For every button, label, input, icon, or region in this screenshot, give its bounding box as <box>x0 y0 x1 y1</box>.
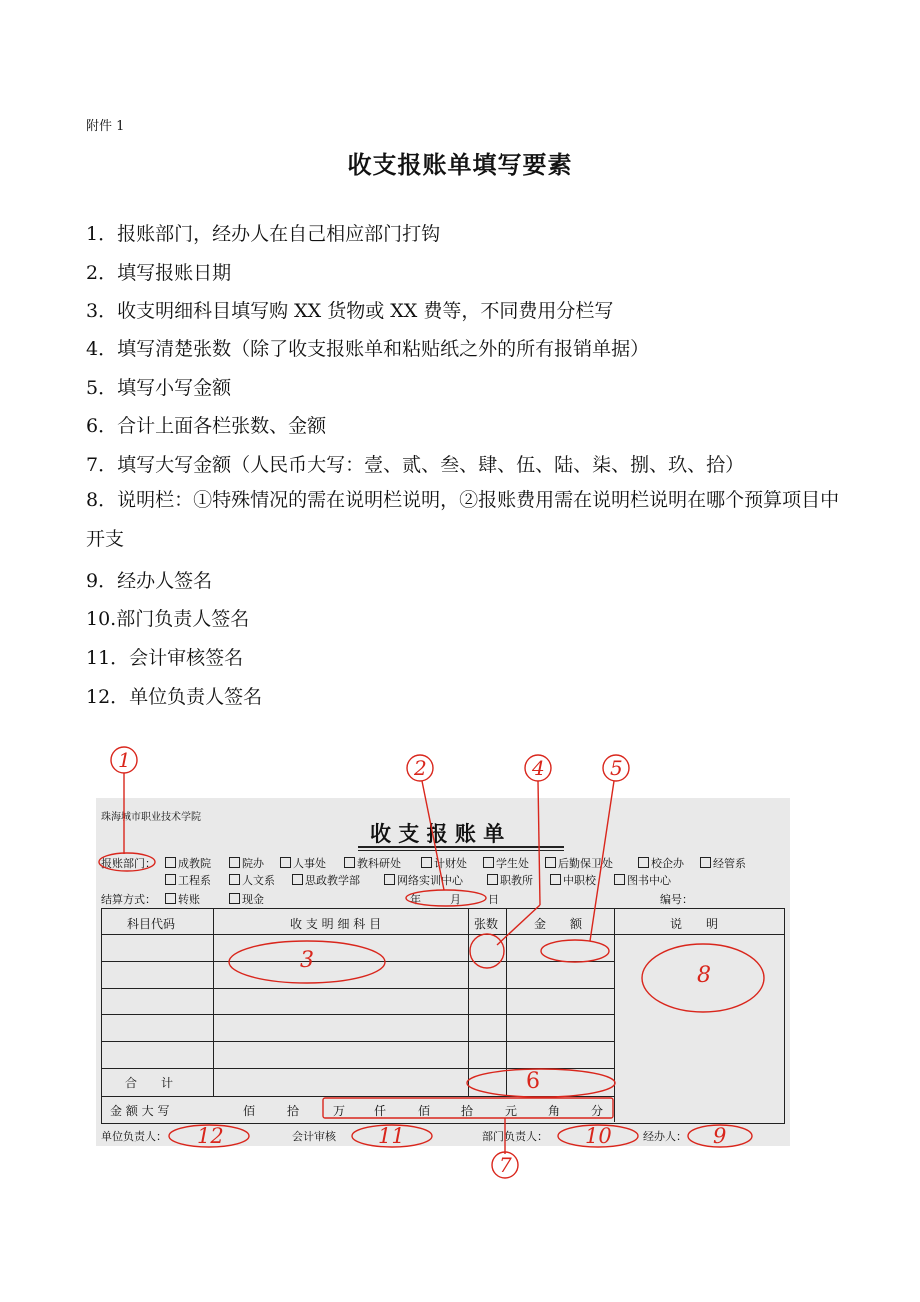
unit-fen: 分 <box>591 1104 604 1118</box>
annotation-10: 10 <box>585 1124 612 1148</box>
dept-label: 报账部门： <box>101 857 156 870</box>
unit-yuan: 元 <box>505 1104 518 1118</box>
dept-checkbox[interactable]: 中职校 <box>550 872 596 888</box>
col-header-code: 科目代码 <box>127 917 176 931</box>
dept-checkbox[interactable]: 人文系 <box>229 872 275 888</box>
dept-checkbox[interactable]: 网络实训中心 <box>384 872 463 888</box>
attachment-label: 附件 1 <box>86 119 125 134</box>
annotation-12: 12 <box>197 1124 224 1148</box>
list-item: 5．填写小写金额 <box>86 377 232 399</box>
unit-ten: 拾 <box>287 1104 300 1118</box>
annotation-8: 8 <box>697 963 711 988</box>
dept-checkbox[interactable]: 后勤保卫处 <box>545 855 613 871</box>
school-name: 珠海城市职业技术学院 <box>101 812 201 823</box>
form-title: 收 支 报 账 单 <box>370 821 505 846</box>
settle-checkbox[interactable]: 现金 <box>229 891 264 907</box>
annotation-9: 9 <box>713 1124 727 1148</box>
dept-checkbox[interactable]: 思政教学部 <box>292 872 360 888</box>
dept-checkbox[interactable]: 学生处 <box>483 855 529 871</box>
signer-handler: 经办人： <box>643 1130 687 1143</box>
list-item: 1．报账部门，经办人在自己相应部门打钩 <box>86 223 441 245</box>
dept-checkbox[interactable]: 校企办 <box>638 855 684 871</box>
annotation-2: 2 <box>414 756 427 780</box>
annotation-1: 1 <box>118 748 131 772</box>
col-header-count: 张数 <box>474 917 499 931</box>
list-item: 11．会计审核签名 <box>86 647 244 669</box>
list-item: 7．填写大写金额（人民币大写：壹、贰、叁、肆、伍、陆、柒、捌、玖、拾） <box>86 454 745 476</box>
list-item: 8．说明栏：①特殊情况的需在说明栏说明，②报账费用需在说明栏说明在哪个预算项目中开支 <box>86 489 840 550</box>
dept-checkbox[interactable]: 人事处 <box>280 855 326 871</box>
list-item: 10.部门负责人签名 <box>86 608 250 630</box>
annotation-5: 5 <box>610 756 623 780</box>
col-header-amount: 金 额 <box>534 917 583 931</box>
list-item: 6．合计上面各栏张数、金额 <box>86 415 327 437</box>
dept-checkbox[interactable]: 教科研处 <box>344 855 401 871</box>
list-item: 4．填写清楚张数（除了收支报账单和粘贴纸之外的所有报销单据） <box>86 338 650 360</box>
dept-checkbox[interactable]: 工程系 <box>165 872 211 888</box>
signer-dept-head: 部门负责人： <box>482 1130 548 1143</box>
unit-jiao: 角 <box>548 1104 561 1118</box>
unit-qian: 仟 <box>374 1104 387 1118</box>
dept-checkbox[interactable]: 院办 <box>229 855 264 871</box>
settle-checkbox[interactable]: 转账 <box>165 891 200 907</box>
form-table <box>101 908 785 1124</box>
settle-label: 结算方式： <box>101 893 156 906</box>
unit-bai: 佰 <box>418 1104 431 1118</box>
annotation-6: 6 <box>526 1069 540 1094</box>
dept-checkbox[interactable]: 成教院 <box>165 855 211 871</box>
dept-checkbox[interactable]: 经管系 <box>700 855 746 871</box>
list-item: 2．填写报账日期 <box>86 262 232 284</box>
number-label: 编号： <box>660 893 693 906</box>
date-year: 年 <box>410 893 421 906</box>
date-month: 月 <box>450 893 461 906</box>
signer-accountant: 会计审核 <box>292 1130 336 1143</box>
annotation-11: 11 <box>378 1124 405 1148</box>
page-title: 收支报账单填写要素 <box>347 151 573 179</box>
signer-unit-head: 单位负责人： <box>101 1130 167 1143</box>
dept-checkbox[interactable]: 图书中心 <box>614 872 671 888</box>
list-item: 9．经办人签名 <box>86 570 213 592</box>
dept-checkbox[interactable]: 职教所 <box>487 872 533 888</box>
list-item: 3．收支明细科目填写购 XX 货物或 XX 费等，不同费用分栏写 <box>86 300 614 322</box>
list-item: 12．单位负责人签名 <box>86 686 263 708</box>
unit-wan: 万 <box>333 1104 346 1118</box>
annotation-3: 3 <box>300 948 314 973</box>
total-label: 合 计 <box>125 1076 174 1090</box>
dept-checkbox[interactable]: 计财处 <box>421 855 467 871</box>
col-header-detail: 收 支 明 细 科 目 <box>290 917 382 931</box>
date-day: 日 <box>488 893 499 906</box>
annotation-4: 4 <box>532 756 545 780</box>
col-header-note: 说 明 <box>670 917 719 931</box>
unit-shi: 拾 <box>461 1104 474 1118</box>
amount-caps-label: 金 额 大 写 <box>110 1104 170 1118</box>
annotation-7: 7 <box>499 1153 512 1177</box>
unit-hundred: 佰 <box>243 1104 256 1118</box>
